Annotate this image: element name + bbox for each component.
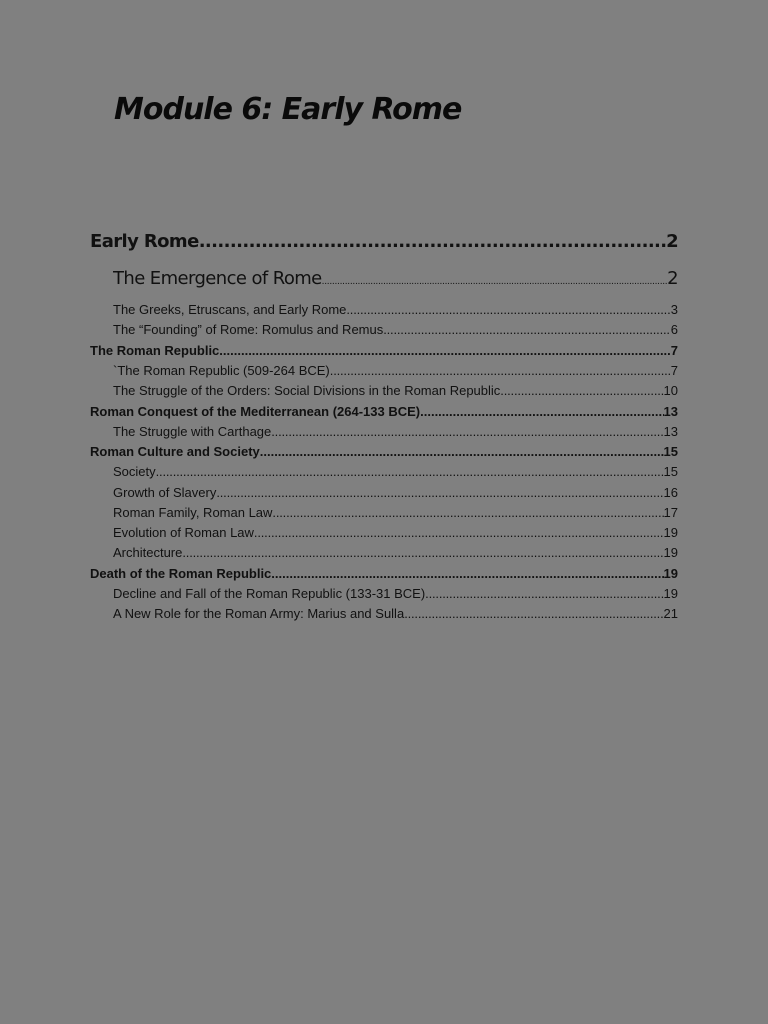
toc-entry-label: Architecture	[113, 545, 183, 560]
toc-page-number: 7	[670, 343, 678, 358]
toc-entry-label: `The Roman Republic (509-264 BCE)	[113, 363, 330, 378]
toc-entry-roman-republic-509[interactable]	[113, 363, 678, 378]
toc-page-number: 7	[670, 363, 678, 378]
toc-page-number: 2	[667, 268, 678, 289]
toc-entry-label: The Roman Republic	[90, 343, 220, 358]
toc-entry-label: Society	[113, 464, 156, 479]
toc-leader-dots	[199, 231, 666, 252]
toc-entry-label: Decline and Fall of the Roman Republic (133-31 BCE)	[113, 586, 426, 601]
toc-leader-dots	[404, 606, 663, 621]
toc-entry-label: Roman Conquest of the Mediterranean (264-133 BCE)	[90, 404, 421, 419]
toc-leader-dots	[500, 383, 663, 398]
toc-leader-dots	[383, 322, 671, 337]
toc-entry-label: The Emergence of Rome	[113, 268, 322, 289]
toc-entry-label: Early Rome	[90, 231, 199, 252]
toc-page-number: 19	[663, 566, 678, 581]
toc-entry-label: The Greeks, Etruscans, and Early Rome	[113, 302, 347, 317]
toc-entry-label: Death of the Roman Republic	[90, 566, 272, 581]
toc-entry-new-role-army[interactable]	[113, 606, 678, 621]
toc-leader-dots	[219, 343, 670, 358]
toc-entry-roman-family[interactable]	[113, 505, 678, 520]
toc-leader-dots	[425, 586, 663, 601]
toc-entry-death-of-republic[interactable]	[90, 566, 678, 581]
toc-page-number: 15	[663, 464, 678, 479]
toc-leader-dots	[346, 302, 670, 317]
toc-page-number: 6	[670, 322, 678, 337]
toc-entry-emergence-of-rome[interactable]	[113, 268, 678, 289]
toc-leader-dots	[271, 566, 663, 581]
toc-entry-roman-republic[interactable]	[90, 343, 678, 358]
toc-entry-architecture[interactable]	[113, 545, 678, 560]
toc-entry-label: Roman Family, Roman Law	[113, 505, 273, 520]
toc-leader-dots	[272, 505, 663, 520]
toc-leader-dots	[420, 404, 663, 419]
toc-page-number: 10	[663, 383, 678, 398]
toc-page-number: 19	[663, 586, 678, 601]
toc-leader-dots	[271, 424, 663, 439]
toc-entry-label: A New Role for the Roman Army: Marius and Sulla	[113, 606, 405, 621]
toc-entry-society[interactable]	[113, 464, 678, 479]
toc-entry-struggle-with-carthage[interactable]	[113, 424, 678, 439]
toc-entry-decline-and-fall[interactable]	[113, 586, 678, 601]
toc-page-number: 16	[663, 485, 678, 500]
toc-entry-growth-of-slavery[interactable]	[113, 485, 678, 500]
toc-leader-dots	[260, 444, 664, 459]
toc-entry-roman-conquest[interactable]	[90, 404, 678, 419]
toc-entry-label: The Struggle of the Orders: Social Divisions in the Roman Republic	[113, 383, 501, 398]
toc-leader-dots	[156, 464, 664, 479]
toc-leader-dots	[216, 485, 663, 500]
toc-page-number: 2	[666, 231, 678, 252]
toc-entry-label: Roman Culture and Society	[90, 444, 260, 459]
toc-entry-label: The “Founding” of Rome: Romulus and Remus	[113, 322, 384, 337]
toc-page-number: 19	[663, 525, 678, 540]
toc-leader-dots	[182, 545, 663, 560]
toc-entry-founding-of-rome[interactable]	[113, 322, 678, 337]
toc-entry-label: Growth of Slavery	[113, 485, 217, 500]
toc-page-number: 3	[670, 302, 678, 317]
page-title: Module 6: Early Rome	[114, 92, 462, 127]
toc-entry-evolution-of-law[interactable]	[113, 525, 678, 540]
toc-entry-greeks-etruscans[interactable]	[113, 302, 678, 317]
toc-leader-dots	[254, 525, 664, 540]
toc-entry-early-rome[interactable]	[90, 231, 678, 252]
toc-page-number: 17	[663, 505, 678, 520]
toc-leader-dots	[330, 363, 671, 378]
toc-entry-roman-culture[interactable]	[90, 444, 678, 459]
toc-page-number: 19	[663, 545, 678, 560]
toc-page-number: 13	[663, 424, 678, 439]
toc-entry-label: Evolution of Roman Law	[113, 525, 254, 540]
toc-entry-label: The Struggle with Carthage	[113, 424, 272, 439]
toc-entry-struggle-of-orders[interactable]	[113, 383, 678, 398]
toc-page-number: 15	[663, 444, 678, 459]
toc-page-number: 21	[663, 606, 678, 621]
toc-page-number: 13	[663, 404, 678, 419]
toc-leader-dots	[322, 277, 667, 287]
